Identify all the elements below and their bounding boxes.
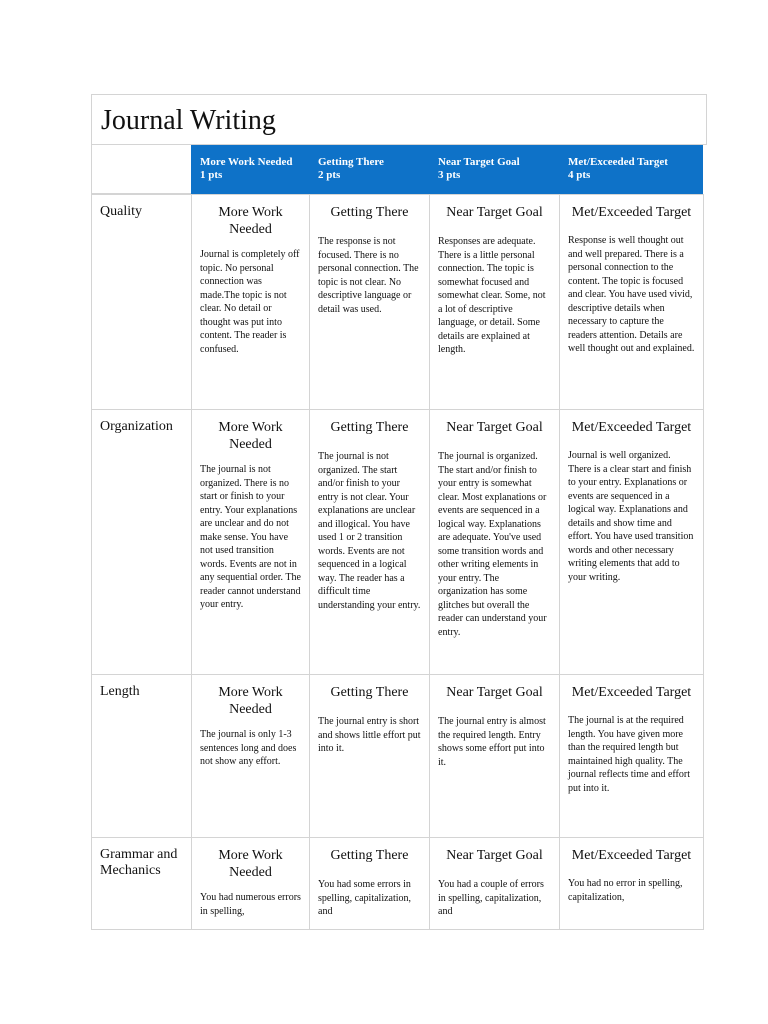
rubric-cell: [430, 838, 560, 930]
header-blank-cell: [91, 145, 191, 194]
rubric-header: [191, 145, 703, 194]
header-level-name: Getting There: [318, 156, 384, 168]
level-title: More Work Needed: [218, 205, 283, 237]
table-row: [92, 195, 704, 410]
criterion-cell: [92, 838, 192, 930]
level-description: The response is not focused. There is no personal connection. The topic is not clear. No descriptive language or detail was used.: [318, 236, 419, 315]
rubric-cell: [560, 675, 704, 838]
level-title: Met/Exceeded Target: [571, 685, 692, 700]
rubric-cell: [192, 675, 310, 838]
rubric-cell: [192, 410, 310, 675]
header-level-3: [438, 156, 556, 182]
header-level-name: Met/Exceeded Target: [568, 156, 668, 168]
level-title: Near Target Goal: [446, 685, 543, 700]
level-description: The journal is at the required length. You have given more than the required length but maintained high quality. The journal reflects time and effort put into it.: [568, 715, 690, 794]
rubric-cell: [430, 410, 560, 675]
level-title: Near Target Goal: [446, 848, 543, 863]
level-title: Met/Exceeded Target: [571, 205, 692, 220]
level-description: You had numerous errors in spelling,: [200, 892, 301, 917]
level-description: The journal is only 1-3 sentences long and does not show any effort.: [200, 729, 297, 767]
criterion-cell: [92, 410, 192, 675]
rubric-cell: [430, 195, 560, 410]
rubric-cell: [310, 410, 430, 675]
header-level-pts: 2 pts: [318, 169, 341, 181]
level-description: Response is well thought out and well prepared. There is a personal connection to the content. The topic is focused and clear. You have used vivid, descriptive details when necessary to capture the readers attention. Details are well thought out and explained.: [568, 235, 695, 354]
level-description: You had no error in spelling, capitalization,: [568, 878, 683, 903]
level-title: Met/Exceeded Target: [571, 848, 692, 863]
header-level-name: Near Target Goal: [438, 156, 520, 168]
level-description: You had a couple of errors in spelling, capitalization, and: [438, 879, 544, 917]
rubric-cell: [192, 195, 310, 410]
table-row: [92, 675, 704, 838]
rubric-cell: [560, 195, 704, 410]
level-description: The journal is organized. The start and/or finish to your entry is somewhat clear. Most explanations or events are sequenced in a logical way. Explanations are adequate. You've used some transition words and other writing elements in your entry. The organization has some glitches but overall the reader can understand your entry.: [438, 451, 547, 638]
rubric-cell: [310, 838, 430, 930]
criterion-label: Quality: [100, 204, 142, 219]
rubric-cell: [192, 838, 310, 930]
level-description: The journal is not organized. There is no start or finish to your entry. Your explanations are unclear and do not make sense. You have not used transition words. Events are not in any sequential order. The reader cannot understand your entry.: [200, 464, 301, 610]
criterion-label: Organization: [100, 419, 173, 434]
level-title: Getting There: [330, 848, 409, 863]
level-title: Met/Exceeded Target: [571, 420, 692, 435]
criterion-label: Length: [100, 684, 140, 699]
rubric-cell: [560, 838, 704, 930]
title-box: [91, 94, 707, 145]
rubric-cell: [310, 195, 430, 410]
level-description: Responses are adequate. There is a little personal connection. The topic is somewhat focused and somewhat clear. Some, not a lot of descriptive language, or detail. Some details are explained at length.: [438, 236, 546, 355]
level-description: The journal entry is almost the required length. Entry shows some effort put into it.: [438, 716, 546, 768]
header-level-name: More Work Needed: [200, 156, 293, 168]
level-title: Getting There: [330, 205, 409, 220]
header-level-4: [568, 156, 698, 182]
page-title: Journal Writing: [101, 105, 276, 136]
header-level-1: [200, 156, 308, 182]
criterion-cell: [92, 195, 192, 410]
level-description: The journal is not organized. The start and/or finish to your entry is not clear. Your explanations are unclear and illogical. You have used 1 or 2 transition words. Events are not sequenced in a logical way. The reader has a difficult time understanding your entry.: [318, 451, 421, 611]
level-title: More Work Needed: [218, 685, 283, 717]
level-description: You had some errors in spelling, capitalization, and: [318, 879, 412, 917]
level-description: The journal entry is short and shows little effort put into it.: [318, 716, 421, 754]
level-title: More Work Needed: [218, 420, 283, 452]
rubric-table: [91, 194, 704, 930]
rubric-cell: [310, 675, 430, 838]
header-level-pts: 1 pts: [200, 169, 223, 181]
rubric-cell: [430, 675, 560, 838]
header-level-pts: 3 pts: [438, 169, 461, 181]
header-level-2: [318, 156, 426, 182]
level-title: Getting There: [330, 685, 409, 700]
level-title: Near Target Goal: [446, 205, 543, 220]
table-row: [92, 838, 704, 930]
level-title: Getting There: [330, 420, 409, 435]
level-description: Journal is well organized. There is a clear start and finish to your entry. Explanations or events are sequenced in a logical way. Explanations and details and show time and effort. You have used transition words and other necessary writing elements that add to your writing.: [568, 450, 694, 583]
header-level-pts: 4 pts: [568, 169, 591, 181]
criterion-cell: [92, 675, 192, 838]
level-title: Near Target Goal: [446, 420, 543, 435]
level-description: Journal is completely off topic. No personal connection was made.The topic is not clear. No detail or thought was put into content. The reader is confused.: [200, 249, 300, 355]
rubric-cell: [560, 410, 704, 675]
table-row: [92, 410, 704, 675]
criterion-label: Grammar and Mechanics: [100, 847, 178, 878]
level-title: More Work Needed: [218, 848, 283, 880]
